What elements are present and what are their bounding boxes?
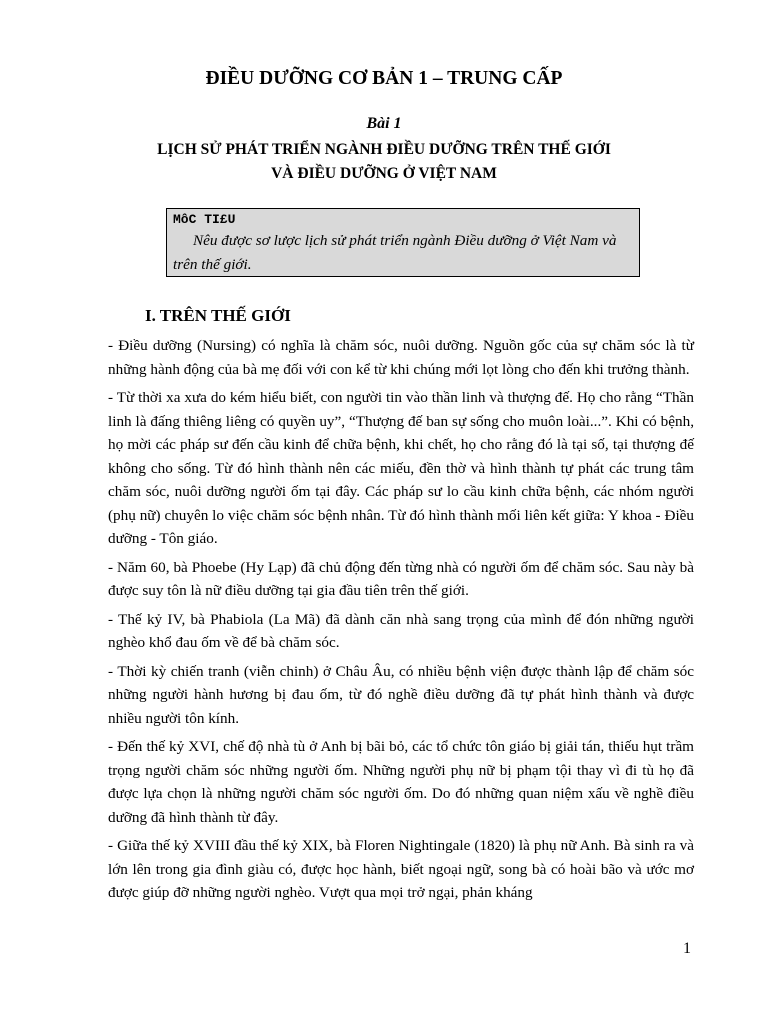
paragraph: - Thời kỳ chiến tranh (viễn chinh) ở Châu Âu, có nhiều bệnh viện được thành lập để chăm sóc những người hành hương bị đau ốm, từ đó nghề điều dưỡng đã tự phát hình thành và được nhiều người tôn kính.: [108, 662, 694, 727]
lesson-title-line-2: VÀ ĐIỀU DƯỠNG Ở VIỆT NAM: [271, 165, 497, 182]
lesson-title-line-1: LỊCH SỬ PHÁT TRIỂN NGÀNH ĐIỀU DƯỠNG TRÊN THẾ GIỚI: [157, 141, 611, 158]
paragraph: - Điều dưỡng (Nursing) có nghĩa là chăm sóc, nuôi dưỡng. Nguồn gốc của sự chăm sóc là từ những hành động của bà mẹ đối với con kể từ khi chúng mới lọt lòng cho đến khi trưởng thành.: [108, 337, 694, 378]
lesson-label: Bài 1: [366, 115, 402, 132]
paragraph: - Đến thế kỷ XVI, chế độ nhà tù ở Anh bị bãi bỏ, các tổ chức tôn giáo bị giải tán, thiếu hụt trầm trọng người chăm sóc những người ốm. Những người phụ nữ bị phạm tội thay vì đi tù họ đã được lựa chọn là những người chăm sóc người ốm. Do đó những quan niệm xấu về nghề điều dưỡng đã hình thành từ đây.: [108, 738, 694, 826]
paragraph: - Giữa thế kỷ XVIII đầu thế kỷ XIX, bà Floren Nightingale (1820) là phụ nữ Anh. Bà sinh ra và lớn lên trong gia đình giàu có, được học hành, biết ngoại ngữ, song bà có hoài bão và ước mơ được giúp đỡ những người nghèo. Vượt qua mọi trở ngại, phản kháng: [108, 837, 694, 901]
page-number: 1: [683, 940, 691, 957]
objectives-label: MôC TI£U: [173, 212, 236, 227]
paragraph: - Thế kỷ IV, bà Phabiola (La Mã) đã dành căn nhà sang trọng của mình để đón những người nghèo khổ đau ốm về để bà chăm sóc.: [108, 610, 694, 651]
document-title: ĐIỀU DƯỠNG CƠ BẢN 1 – TRUNG CẤP: [205, 68, 563, 89]
objectives-box: [166, 208, 640, 277]
body-text: [108, 334, 694, 910]
section-heading: I. TRÊN THẾ GIỚI: [145, 306, 291, 325]
paragraph: - Từ thời xa xưa do kém hiểu biết, con người tin vào thần linh và thượng đế. Họ cho rằng “Thần linh là đấng thiêng liêng có quyền uy”, “Thượng đế ban sự sống cho muôn loài...”. Khi có bệnh, họ mời các pháp sư đến cầu kinh để chữa bệnh, khi chết, họ cho rằng đó là tại số, tại thượng đế không cho sống. Từ đó hình thành nên các miếu, đền thờ và hình thành tự phát các trung tâm chăm sóc, nuôi dưỡng người ốm tại đây. Các pháp sư lo cầu kinh chữa bệnh, các nhóm người (phụ nữ) chuyên lo việc chăm sóc bệnh nhân. Từ đó hình thành mối liên kết giữa: Y khoa - Điều dưỡng - Tôn giáo.: [108, 389, 694, 547]
objectives-text: Nêu được sơ lược lịch sử phát triển ngành Điều dưỡng ở Việt Nam và trên thế giới.: [173, 232, 617, 273]
paragraph: - Năm 60, bà Phoebe (Hy Lạp) đã chủ động đến từng nhà có người ốm để chăm sóc. Sau này bà được suy tôn là nữ điều dưỡng tại gia đầu tiên trên thế giới.: [108, 558, 694, 599]
